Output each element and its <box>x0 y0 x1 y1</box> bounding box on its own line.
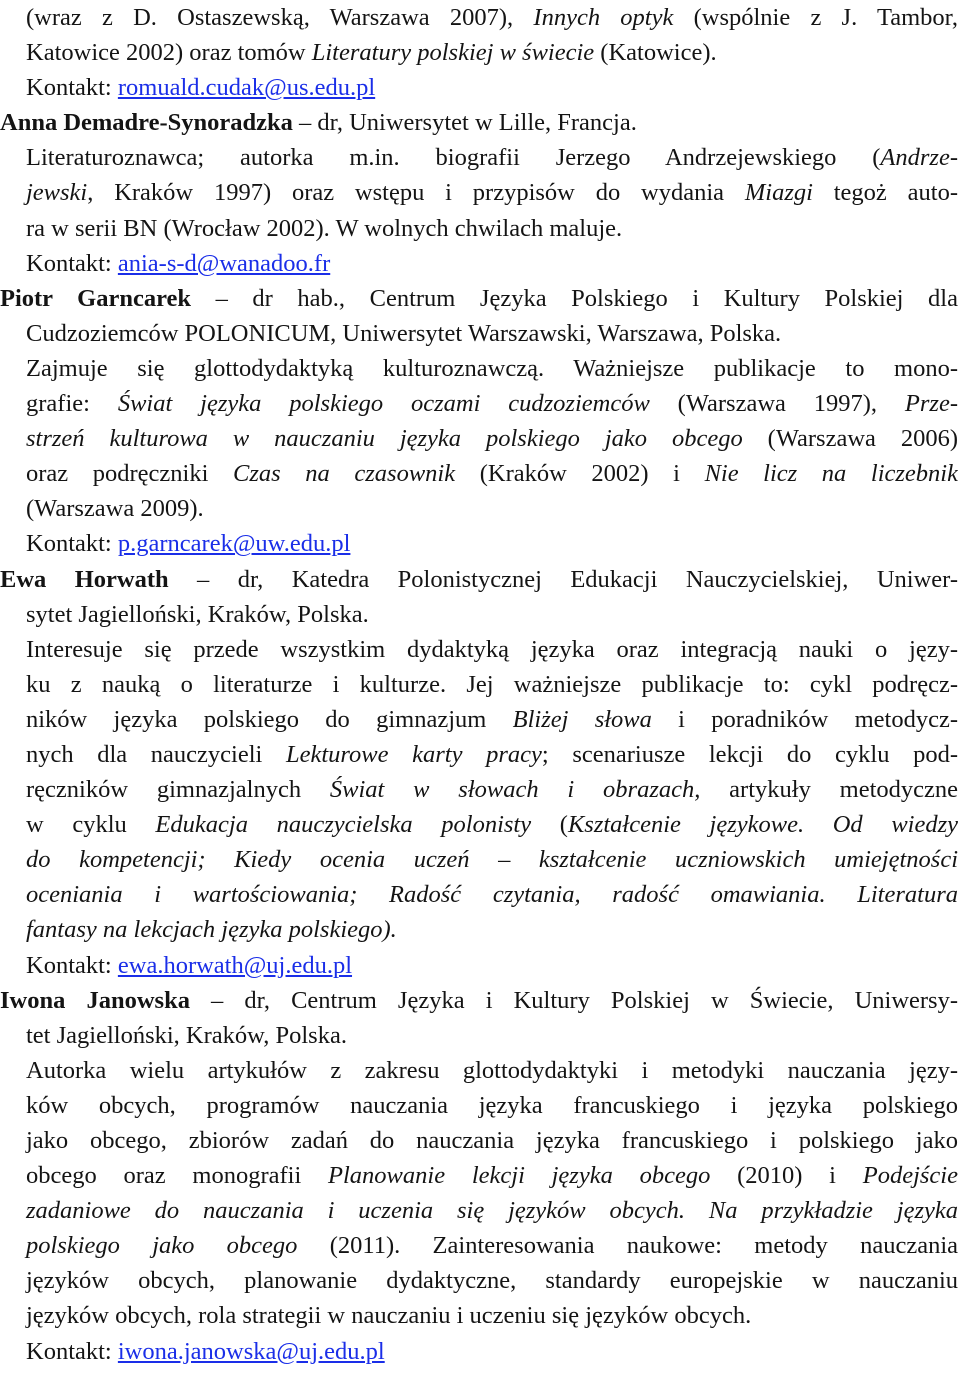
text-line: sytet Jagielloński, Kraków, Polska. <box>26 600 369 628</box>
text-line: jako obcego, zbiorów zadań do nauczania języka francuskiego i polskiego jako <box>26 1127 958 1154</box>
text-line: Katowice 2002) oraz tomów Literatury polskiej w świecie (Katowice). <box>26 39 717 67</box>
text-line: ręczników gimnazjalnych Świat w słowach i obrazach, artykuły metodyczne <box>26 776 958 804</box>
text-line: fantasy na lekcjach języka polskiego). <box>26 916 397 944</box>
text-line: języków obcych, rola strategii w nauczaniu i uczeniu się języków obcych. <box>26 1302 752 1330</box>
text-line: (Warszawa 2009). <box>26 495 204 523</box>
text-line: Zajmuje się glottodydaktyką kulturoznawczą. Ważniejsze publikacje to mono- <box>26 354 958 382</box>
text-line: w cyklu Edukacja nauczycielska polonisty (Kształcenie językowe. Od wiedzy <box>26 811 958 839</box>
contact-line: Kontakt: ania-s-d@wanadoo.fr <box>26 249 331 277</box>
email-link[interactable]: ania-s-d@wanadoo.fr <box>117 249 331 277</box>
contact-line: Kontakt: iwona.janowska@uj.edu.pl <box>26 1337 385 1365</box>
text-line: ra w serii BN (Wrocław 2002). W wolnych chwilach maluje. <box>26 214 623 242</box>
text-line: Cudzoziemców POLONICUM, Uniwersytet Warszawski, Warszawa, Polska. <box>26 319 782 347</box>
author-name: Anna Demadre-Synoradzka <box>0 109 293 137</box>
author-heading: Iwona Janowska – dr, Centrum Języka i Kultury Polskiej w Świecie, Uniwersy- <box>0 986 958 1014</box>
text-line: oraz podręczniki Czas na czasownik (Kraków 2002) i Nie licz na liczebnik <box>26 460 958 488</box>
contact-line: Kontakt: p.garncarek@uw.edu.pl <box>26 530 351 558</box>
email-link[interactable]: ewa.horwath@uj.edu.pl <box>117 951 353 979</box>
text-line: do kompetencji; Kiedy ocenia uczeń – kształcenie uczniowskich umiejętności <box>26 846 958 874</box>
text-line: nych dla nauczycieli Lekturowe karty pracy; scenariusze lekcji do cyklu pod- <box>26 740 958 768</box>
text-line: języków obcych, planowanie dydaktyczne, standardy europejskie w nauczaniu <box>26 1267 958 1295</box>
book-title: Innych optyk <box>533 4 674 31</box>
text-line: grafie: Świat języka polskiego oczami cudzoziemców (Warszawa 1997), Prze- <box>26 390 958 418</box>
author-name: Ewa Horwath <box>0 565 169 593</box>
email-link[interactable]: romuald.cudak@us.edu.pl <box>117 74 376 102</box>
text-line: strzeń kulturowa w nauczaniu języka polskiego jako obcego (Warszawa 2006) <box>26 425 958 453</box>
author-name: Iwona Janowska <box>0 986 190 1014</box>
email-link[interactable]: iwona.janowska@uj.edu.pl <box>117 1337 385 1365</box>
text-line: ków obcych, programów nauczania języka francuskiego i języka polskiego <box>26 1091 958 1119</box>
text-line: jewski, Kraków 1997) oraz wstępu i przypisów do wydania Miazgi tegoż auto- <box>26 179 958 207</box>
text-line: oceniania i wartościowania; Radość czytania, radość omawiania. Literatura <box>26 881 958 909</box>
author-heading: Ewa Horwath – dr, Katedra Polonistycznej Edukacji Nauczycielskiej, Uniwer- <box>0 565 958 593</box>
author-name: Piotr Garncarek <box>0 284 192 312</box>
text-line: Autorka wielu artykułów z zakresu glottodydaktyki i metodyki nauczania języ- <box>26 1056 958 1084</box>
book-title: Literatury polskiej w świecie <box>311 39 595 67</box>
text-line: polskiego jako obcego (2011). Zainteresowania naukowe: metody nauczania <box>26 1232 958 1260</box>
text-line: Literaturoznawca; autorka m.in. biografii Jerzego Andrzejewskiego (Andrze- <box>26 144 958 172</box>
text-line: obcego oraz monografii Planowanie lekcji języka obcego (2010) i Podejście <box>26 1162 958 1190</box>
email-link[interactable]: p.garncarek@uw.edu.pl <box>117 530 351 558</box>
text-line: Interesuje się przede wszystkim dydaktyką języka oraz integracją nauki o języ- <box>26 635 958 663</box>
text-line: ku z nauką o literaturze i kulturze. Jej ważniejsze publikacje to: cykl podręcz- <box>26 670 958 698</box>
contact-line: Kontakt: romuald.cudak@us.edu.pl <box>26 74 376 102</box>
text-line: (wraz z D. Ostaszewską, Warszawa 2007), Innych optyk (wspólnie z J. Tambor, <box>26 4 958 31</box>
contact-line: Kontakt: ewa.horwath@uj.edu.pl <box>26 951 353 979</box>
text-line: tet Jagielloński, Kraków, Polska. <box>26 1021 347 1049</box>
text-line: ników języka polskiego do gimnazjum Bliżej słowa i poradników metodycz- <box>26 705 958 733</box>
author-heading: Piotr Garncarek – dr hab., Centrum Języka Polskiego i Kultury Polskiej dla <box>0 284 958 312</box>
text-line: zadaniowe do nauczania i uczenia się języków obcych. Na przykładzie języka <box>26 1197 958 1225</box>
author-heading: Anna Demadre-Synoradzka – dr, Uniwersytet w Lille, Francja. <box>0 109 637 137</box>
